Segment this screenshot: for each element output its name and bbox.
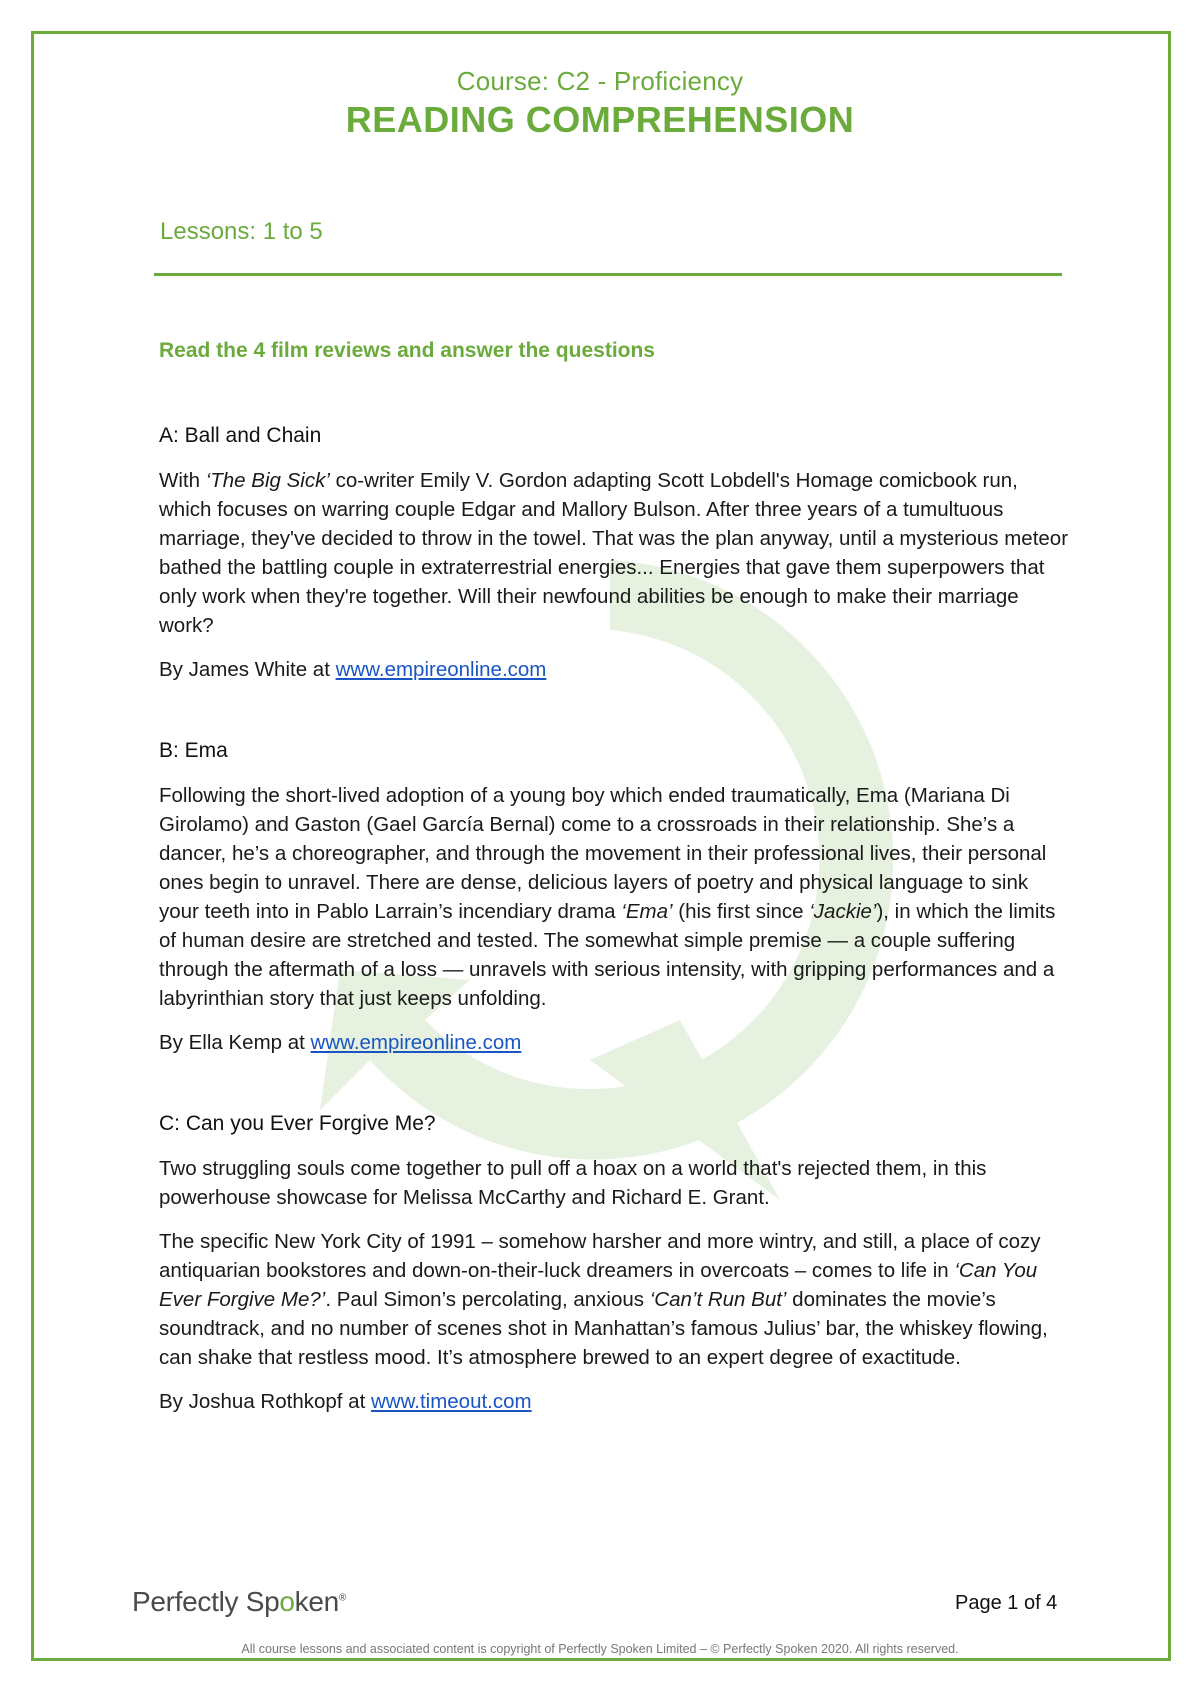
source-link[interactable]: www.empireonline.com — [335, 658, 547, 681]
course-label: Course: C2 - Proficiency — [456, 66, 744, 96]
review-c — [159, 1109, 1069, 1416]
lessons-label: Lessons: 1 to 5 — [160, 218, 323, 245]
review-heading: C: Can you Ever Forgive Me? — [159, 1112, 436, 1135]
source-link[interactable]: www.empireonline.com — [310, 1031, 522, 1054]
review-paragraph: Two struggling souls come together to pull off a hoax on a world that's rejected them, in this powerhouse showcase for Melissa McCarthy and Richard E. Grant. — [159, 1157, 987, 1209]
review-byline: By James White at www.empireonline.com — [159, 658, 547, 681]
review-byline: By Ella Kemp at www.empireonline.com — [159, 1031, 522, 1054]
header-divider — [154, 273, 1062, 276]
review-paragraph: Following the short-lived adoption of a young boy which ended traumatically, Ema (Mariana Di Girolamo) and Gaston (Gael García Bernal) come to a crossroads in their relationship. She’s a dancer, he’s a choreographer, and through the movement in their professional lives, their personal ones begin to unravel. There are dense, delicious layers of poetry and physical language to sink your teeth into in Pablo Larrain’s incendiary drama ‘Ema’ (his first since ‘Jackie’), in which the limits of human desire are stretched and tested. The somewhat simple premise — a couple suffering through the aftermath of a loss — unravels with serious intensity, with gripping performances and a labyrinthian story that just keeps unfolding. — [159, 784, 1056, 1010]
document-title: READING COMPREHENSION — [345, 99, 855, 140]
review-heading: A: Ball and Chain — [159, 424, 322, 447]
review-paragraph: The specific New York City of 1991 – somehow harsher and more wintry, and still, a place of cozy antiquarian bookstores and down-on-their-luck dreamers in overcoats – comes to life in ‘Can You Ever Forgive Me?’. Paul Simon’s percolating, anxious ‘Can’t Run But’ dominates the movie’s soundtrack, and no number of scenes shot in Manhattan’s famous Julius’ bar, the whiskey flowing, can shake that restless mood. It’s atmosphere brewed to an expert degree of exactitude. — [159, 1230, 1048, 1369]
review-paragraph: With ‘The Big Sick’ co-writer Emily V. Gordon adapting Scott Lobdell's Homage comicbook run, which focuses on warring couple Edgar and Mallory Bulson. After three years of a tumultuous marriage, they've decided to throw in the towel. That was the plan anyway, until a mysterious meteor bathed the battling couple in extraterrestrial energies... Energies that gave them superpowers that only work when they're together. Will their newfound abilities be enough to make their marriage work? — [159, 469, 1069, 637]
copyright-notice: All course lessons and associated content is copyright of Perfectly Spoken Limited – © Perfectly Spoken 2020. All rights reserved. — [241, 1642, 959, 1656]
review-a — [159, 421, 1069, 684]
instruction-text: Read the 4 film reviews and answer the questions — [159, 339, 655, 362]
source-link[interactable]: www.timeout.com — [370, 1390, 532, 1413]
review-b — [159, 736, 1069, 1057]
review-heading: B: Ema — [159, 739, 228, 762]
document-body — [159, 336, 1069, 1468]
perfectly-spoken-logo: Perfectly Spoken® — [132, 1586, 346, 1617]
page-number: Page 1 of 4 — [955, 1592, 1058, 1614]
review-byline: By Joshua Rothkopf at www.timeout.com — [159, 1390, 532, 1413]
document-header — [0, 66, 1200, 141]
